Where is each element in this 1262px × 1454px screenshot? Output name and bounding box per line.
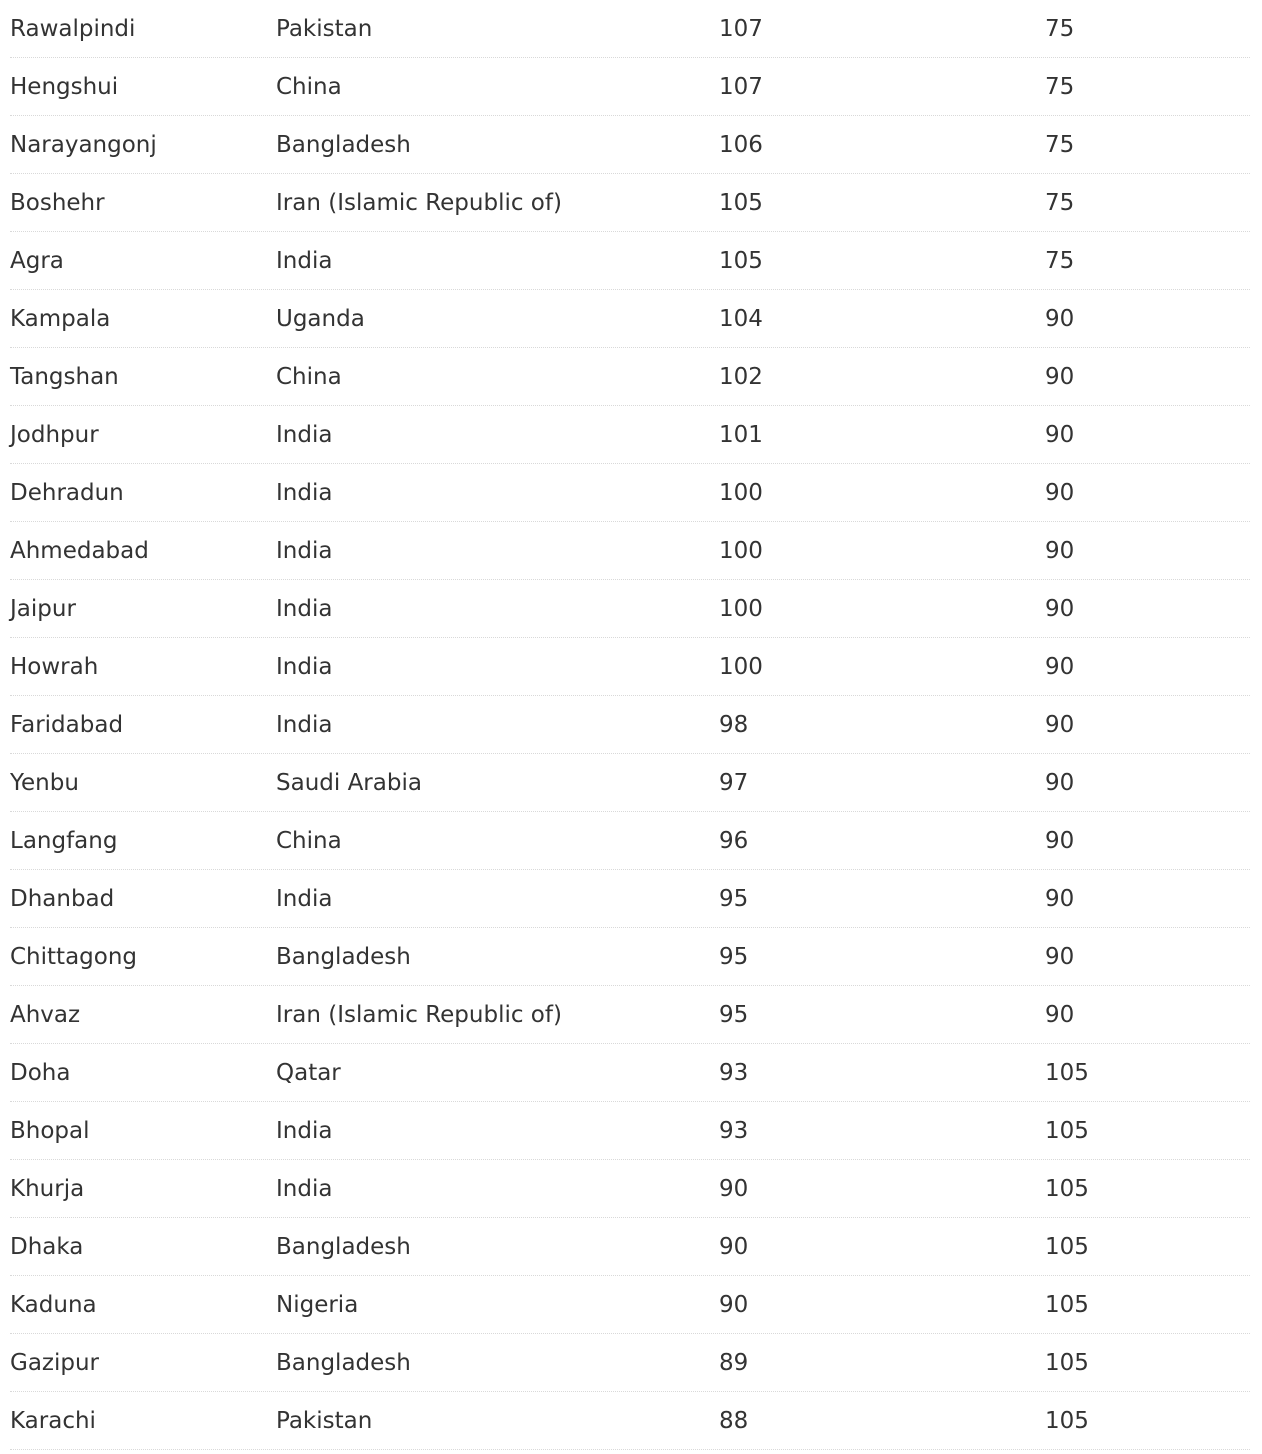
table-row [10, 812, 1250, 870]
city-cell: Hengshui [10, 73, 119, 100]
value-b-cell: 90 [1045, 769, 1075, 796]
value-a-cell: 96 [719, 827, 749, 854]
country-cell: Iran (Islamic Republic of) [276, 1001, 562, 1028]
value-b-cell: 90 [1045, 885, 1075, 912]
city-cell: Kampala [10, 305, 111, 332]
data-table [10, 0, 1250, 1450]
table-row [10, 986, 1250, 1044]
value-a-cell: 95 [719, 943, 749, 970]
value-b-cell: 90 [1045, 537, 1075, 564]
value-b-cell: 75 [1045, 15, 1075, 42]
city-cell: Ahmedabad [10, 537, 149, 564]
city-cell: Howrah [10, 653, 99, 680]
value-b-cell: 75 [1045, 131, 1075, 158]
value-a-cell: 98 [719, 711, 749, 738]
value-b-cell: 90 [1045, 943, 1075, 970]
value-a-cell: 95 [719, 1001, 749, 1028]
table-row [10, 1102, 1250, 1160]
value-b-cell: 105 [1045, 1291, 1089, 1318]
value-a-cell: 100 [719, 537, 763, 564]
table-row [10, 0, 1250, 58]
city-cell: Doha [10, 1059, 71, 1086]
city-cell: Jaipur [10, 595, 76, 622]
country-cell: India [276, 595, 333, 622]
city-cell: Rawalpindi [10, 15, 136, 42]
city-cell: Agra [10, 247, 64, 274]
city-cell: Gazipur [10, 1349, 100, 1376]
value-b-cell: 75 [1045, 247, 1075, 274]
value-a-cell: 107 [719, 73, 763, 100]
value-b-cell: 90 [1045, 653, 1075, 680]
country-cell: India [276, 247, 333, 274]
value-a-cell: 88 [719, 1407, 749, 1434]
city-cell: Bhopal [10, 1117, 90, 1144]
value-a-cell: 107 [719, 15, 763, 42]
value-a-cell: 100 [719, 595, 763, 622]
city-cell: Khurja [10, 1175, 85, 1202]
country-cell: India [276, 711, 333, 738]
country-cell: Pakistan [276, 15, 373, 42]
table-row [10, 870, 1250, 928]
country-cell: Bangladesh [276, 131, 411, 158]
value-b-cell: 105 [1045, 1349, 1089, 1376]
country-cell: Bangladesh [276, 943, 411, 970]
city-cell: Chittagong [10, 943, 138, 970]
value-b-cell: 105 [1045, 1407, 1089, 1434]
value-a-cell: 104 [719, 305, 763, 332]
country-cell: China [276, 363, 342, 390]
city-cell: Dehradun [10, 479, 124, 506]
city-cell: Tangshan [10, 363, 119, 390]
value-b-cell: 75 [1045, 73, 1075, 100]
city-cell: Ahvaz [10, 1001, 81, 1028]
value-a-cell: 102 [719, 363, 763, 390]
country-cell: Saudi Arabia [276, 769, 422, 796]
city-cell: Faridabad [10, 711, 124, 738]
country-cell: Bangladesh [276, 1233, 411, 1260]
country-cell: Pakistan [276, 1407, 373, 1434]
city-cell: Dhaka [10, 1233, 84, 1260]
value-b-cell: 90 [1045, 421, 1075, 448]
value-b-cell: 90 [1045, 711, 1075, 738]
country-cell: Iran (Islamic Republic of) [276, 189, 562, 216]
value-a-cell: 106 [719, 131, 763, 158]
country-cell: India [276, 1175, 333, 1202]
country-cell: India [276, 1117, 333, 1144]
value-b-cell: 90 [1045, 363, 1075, 390]
table-row [10, 1276, 1250, 1334]
value-a-cell: 95 [719, 885, 749, 912]
table-row [10, 58, 1250, 116]
country-cell: Bangladesh [276, 1349, 411, 1376]
value-b-cell: 105 [1045, 1059, 1089, 1086]
value-a-cell: 90 [719, 1233, 749, 1260]
city-cell: Dhanbad [10, 885, 115, 912]
table-row [10, 232, 1250, 290]
city-cell: Narayangonj [10, 131, 157, 158]
country-cell: China [276, 73, 342, 100]
country-cell: India [276, 537, 333, 564]
value-a-cell: 105 [719, 189, 763, 216]
value-a-cell: 90 [719, 1175, 749, 1202]
city-cell: Yenbu [10, 769, 79, 796]
table-row [10, 696, 1250, 754]
country-cell: India [276, 653, 333, 680]
table-row [10, 464, 1250, 522]
table-row [10, 1392, 1250, 1450]
city-cell: Jodhpur [10, 421, 99, 448]
value-b-cell: 105 [1045, 1233, 1089, 1260]
table-row [10, 928, 1250, 986]
table-row [10, 1334, 1250, 1392]
value-b-cell: 105 [1045, 1117, 1089, 1144]
value-a-cell: 90 [719, 1291, 749, 1318]
table-row [10, 116, 1250, 174]
table-row [10, 522, 1250, 580]
country-cell: India [276, 479, 333, 506]
table-row [10, 638, 1250, 696]
table-row [10, 754, 1250, 812]
value-b-cell: 90 [1045, 305, 1075, 332]
value-b-cell: 90 [1045, 827, 1075, 854]
value-a-cell: 93 [719, 1059, 749, 1086]
table-row [10, 290, 1250, 348]
table-row [10, 1044, 1250, 1102]
value-b-cell: 75 [1045, 189, 1075, 216]
value-b-cell: 90 [1045, 479, 1075, 506]
city-cell: Boshehr [10, 189, 105, 216]
city-cell: Langfang [10, 827, 118, 854]
table-row [10, 1218, 1250, 1276]
value-b-cell: 105 [1045, 1175, 1089, 1202]
country-cell: Uganda [276, 305, 365, 332]
value-a-cell: 101 [719, 421, 763, 448]
value-a-cell: 105 [719, 247, 763, 274]
city-cell: Karachi [10, 1407, 96, 1434]
country-cell: China [276, 827, 342, 854]
city-cell: Kaduna [10, 1291, 97, 1318]
value-a-cell: 89 [719, 1349, 749, 1376]
country-cell: India [276, 885, 333, 912]
table-row [10, 406, 1250, 464]
value-b-cell: 90 [1045, 595, 1075, 622]
value-a-cell: 93 [719, 1117, 749, 1144]
table-row [10, 174, 1250, 232]
country-cell: Qatar [276, 1059, 341, 1086]
value-a-cell: 100 [719, 479, 763, 506]
table-row [10, 1160, 1250, 1218]
country-cell: India [276, 421, 333, 448]
value-b-cell: 90 [1045, 1001, 1075, 1028]
country-cell: Nigeria [276, 1291, 359, 1318]
value-a-cell: 97 [719, 769, 749, 796]
table-row [10, 348, 1250, 406]
value-a-cell: 100 [719, 653, 763, 680]
table-row [10, 580, 1250, 638]
